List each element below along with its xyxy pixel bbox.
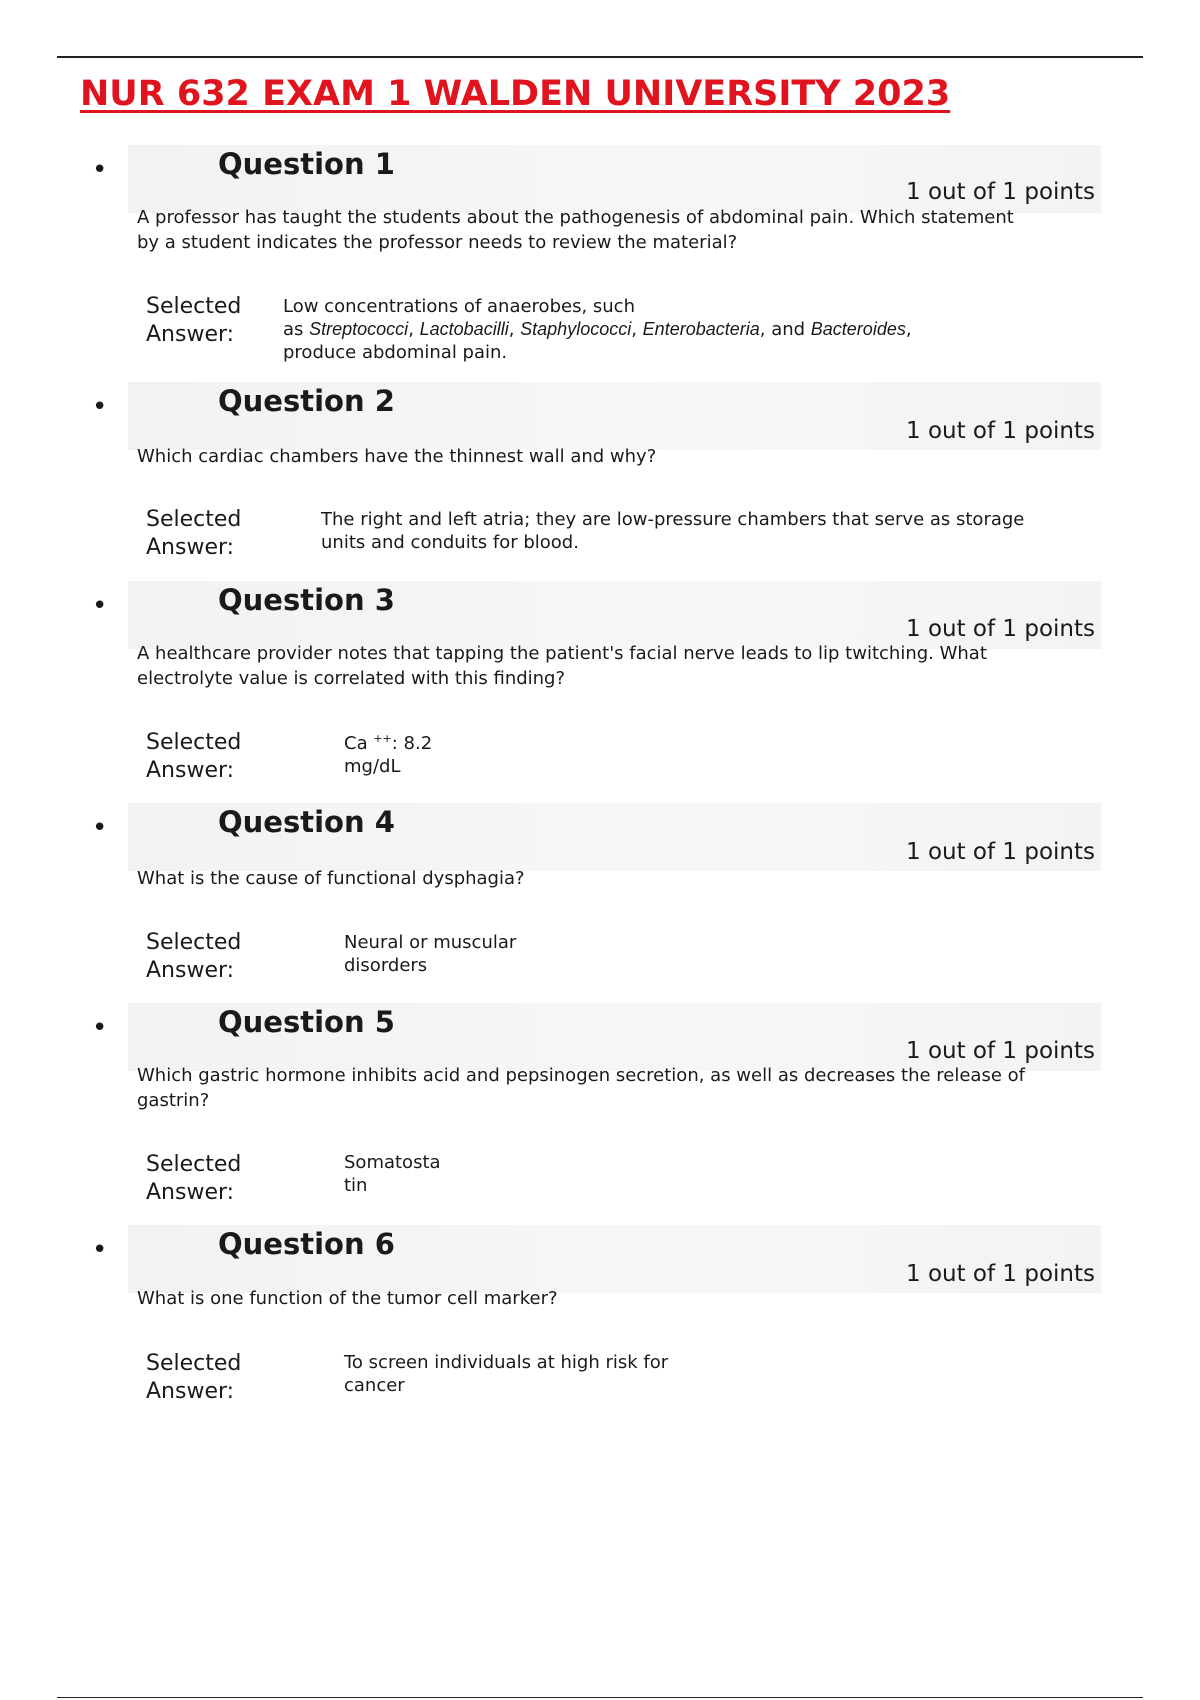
selected-answer: Low concentrations of anaerobes, such as Streptococci, Lactobacilli, Staphylococci, Enterobacteria, and Bacteroides, produce abdominal pain. bbox=[283, 296, 912, 363]
question-text: What is the cause of functional dysphagia? bbox=[137, 868, 525, 889]
question-text: A professor has taught the students about the pathogenesis of abdominal pain. Which statement by a student indicates the professor needs to review the material? bbox=[137, 207, 1014, 253]
answer-label: Selected Answer: bbox=[146, 294, 242, 347]
question-points: 1 out of 1 points bbox=[906, 1038, 1095, 1064]
answer-label: Selected Answer: bbox=[146, 1152, 242, 1205]
question-title: Question 3 bbox=[218, 583, 395, 617]
question-title: Question 6 bbox=[218, 1227, 395, 1261]
question-points: 1 out of 1 points bbox=[906, 616, 1095, 642]
selected-answer: Somatosta tin bbox=[344, 1152, 441, 1196]
bullet-icon: • bbox=[92, 1235, 108, 1265]
question-title: Question 2 bbox=[218, 384, 395, 418]
top-rule bbox=[57, 56, 1143, 58]
question-points: 1 out of 1 points bbox=[906, 418, 1095, 444]
question-title: Question 4 bbox=[218, 805, 395, 839]
question-points: 1 out of 1 points bbox=[906, 839, 1095, 865]
question-text: Which cardiac chambers have the thinnest wall and why? bbox=[137, 446, 657, 467]
question-block bbox=[0, 382, 1200, 582]
question-block bbox=[0, 581, 1200, 781]
question-points: 1 out of 1 points bbox=[906, 1261, 1095, 1287]
selected-answer: Neural or muscular disorders bbox=[344, 932, 517, 976]
question-block bbox=[0, 803, 1200, 1003]
bullet-icon: • bbox=[92, 1013, 108, 1043]
question-points: 1 out of 1 points bbox=[906, 179, 1095, 205]
answer-label: Selected Answer: bbox=[146, 730, 242, 783]
question-text: Which gastric hormone inhibits acid and pepsinogen secretion, as well as decreases the release of gastrin? bbox=[137, 1065, 1025, 1111]
selected-answer: The right and left atria; they are low-pressure chambers that serve as storage units and conduits for blood. bbox=[321, 509, 1025, 553]
question-text: What is one function of the tumor cell marker? bbox=[137, 1288, 558, 1309]
bullet-icon: • bbox=[92, 591, 108, 621]
answer-label: Selected Answer: bbox=[146, 1351, 242, 1404]
document-title: NUR 632 EXAM 1 WALDEN UNIVERSITY 2023 bbox=[80, 74, 951, 114]
selected-answer: Ca ++: 8.2 mg/dL bbox=[344, 732, 433, 777]
question-block bbox=[0, 1003, 1200, 1203]
question-block bbox=[0, 1225, 1200, 1425]
question-text: A healthcare provider notes that tapping the patient's facial nerve leads to lip twitching. What electrolyte value is correlated with this finding? bbox=[137, 643, 987, 689]
answer-label: Selected Answer: bbox=[146, 930, 242, 983]
bottom-rule bbox=[57, 1697, 1143, 1698]
bullet-icon: • bbox=[92, 813, 108, 843]
bullet-icon: • bbox=[92, 392, 108, 422]
answer-label: Selected Answer: bbox=[146, 507, 242, 560]
question-block bbox=[0, 145, 1200, 363]
question-title: Question 5 bbox=[218, 1005, 395, 1039]
question-title: Question 1 bbox=[218, 147, 395, 181]
bullet-icon: • bbox=[92, 155, 108, 185]
selected-answer: To screen individuals at high risk for cancer bbox=[344, 1352, 669, 1396]
